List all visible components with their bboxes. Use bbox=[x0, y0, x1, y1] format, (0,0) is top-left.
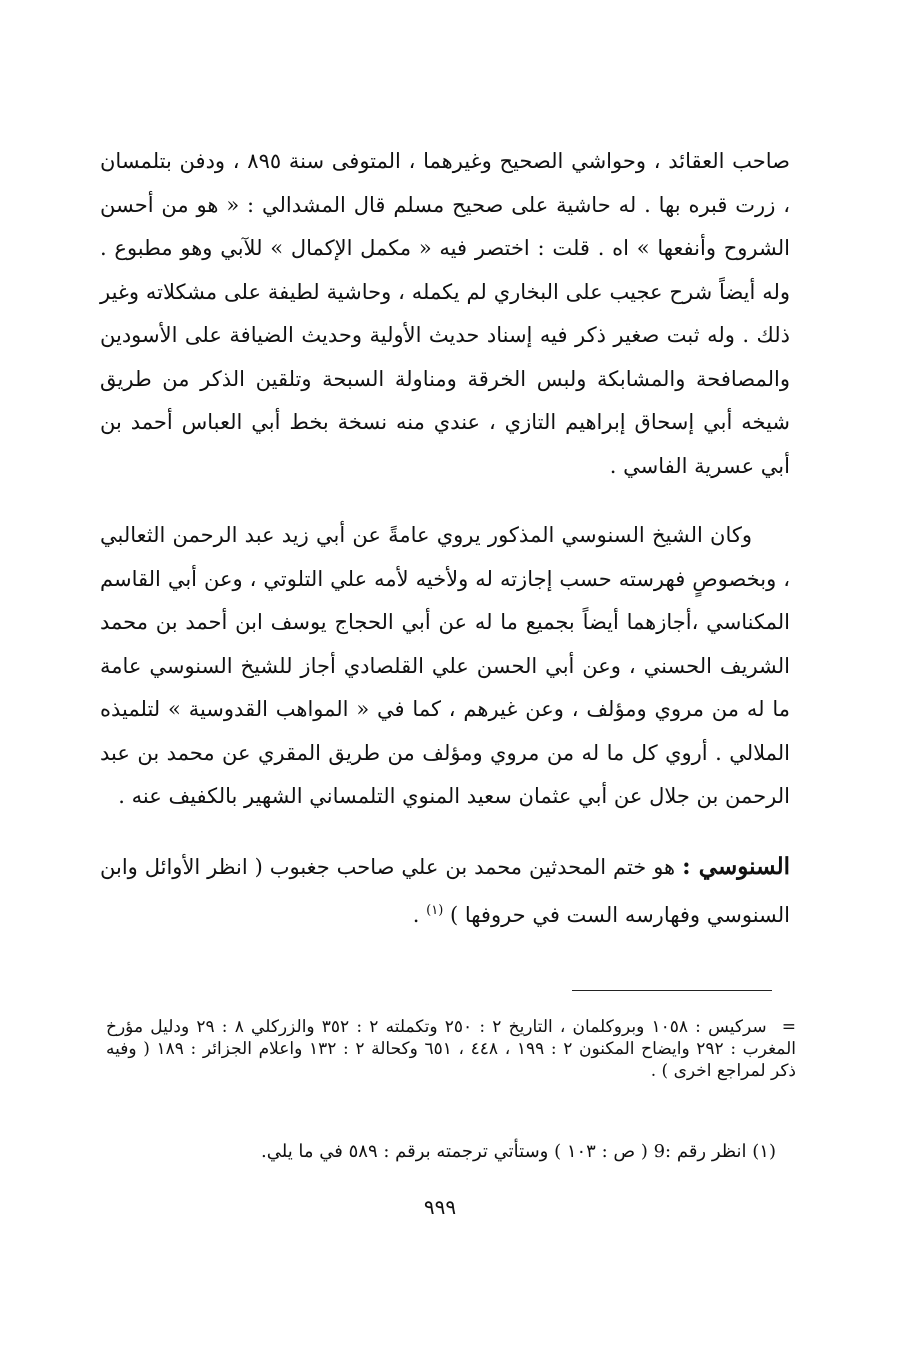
entry-end: . bbox=[412, 903, 420, 927]
paragraph-1: صاحب العقائد ، وحواشي الصحيح وغيرهما ، المتوفى سنة ٨٩٥ ، ودفن بتلمسان ، زرت قبره بها . له حاشية على صحيح مسلم قال المشدالي : « هو من أحسن الشروح وأنفعها » اه . قلت : اختصر فيه « مكمل الإكمال » للآبي وهو مطبوع . وله أيضاً شرح عجيب على البخاري لم يكمله ، وحاشية لطيفة على مشكلاته وغير ذلك . وله ثبت صغير ذكر فيه إسناد حديث الأولية وحديث الضيافة على الأسودين والمصافحة والمشابكة ولبس الخرقة ومناولة السبحة وتلقين الذكر من طريق شيخه أبي إسحاق إبراهيم التازي ، عندي منه نسخة بخط أبي العباس أحمد بن أبي عسرية الفاسي . bbox=[100, 149, 791, 478]
footnote-marker: (١) bbox=[426, 903, 444, 918]
references-text: سركيس : ١٠٥٨ وبروكلمان ، التاريخ ٢ : ٢٥٠ وتكملته ٢ : ٣٥٢ والزركلي ٨ : ٢٩ ودليل مؤرخ المغرب : ٢٩٢ وايضاح المكنون ٢ : ١٩٩ ، ٤٤٨ ، ٦٥١ وكحالة ٢ : ١٣٢ واعلام الجزائر : ١٨٩ ( وفيه ذكر لمراجع اخرى ) . bbox=[106, 1017, 796, 1081]
entry-paragraph bbox=[100, 845, 790, 938]
footnote-divider bbox=[572, 990, 772, 991]
references-block bbox=[106, 1016, 796, 1082]
paragraph-2: وكان الشيخ السنوسي المذكور يروي عامةً عن أبي زيد عبد الرحمن الثعالبي ، وبخصوصٍ فهرسته حسب إجازته له ولأخيه لأمه علي التلوتي ، وعن أبي القاسم المكناسي ،أجازهما أيضاً بجميع ما له عن أبي الحجاج يوسف ابن أحمد بن محمد الشريف الحسني ، وعن أبي الحسن علي القلصادي أجاز للشيخ السنوسي عامة ما له من مروي ومؤلف ، وعن غيرهم ، كما في « المواهب القدوسية » لتلميذه الملالي . أروي كل ما له من مروي ومؤلف من طريق المقري عن محمد بن عبد الرحمن بن جلال عن أبي عثمان سعيد المنوي التلمساني الشهير بالكفيف عنه . bbox=[100, 523, 790, 808]
main-text bbox=[100, 140, 790, 938]
entry-term: السنوسي : bbox=[682, 852, 790, 880]
page-number: ٩٩٩ bbox=[423, 1195, 457, 1219]
equals-symbol: = bbox=[781, 1017, 797, 1037]
entry-text: هو ختم المحدثين محمد بن علي صاحب جغبوب ( انظر الأوائل وابن السنوسي وفهارسه الست في حروفها ) bbox=[100, 854, 790, 927]
footnote: (١) انظر رقم :9 ( ص : ١٠٣ ) وستأتي ترجمته برقم : ٥٨٩ في ما يلي. bbox=[261, 1141, 776, 1162]
